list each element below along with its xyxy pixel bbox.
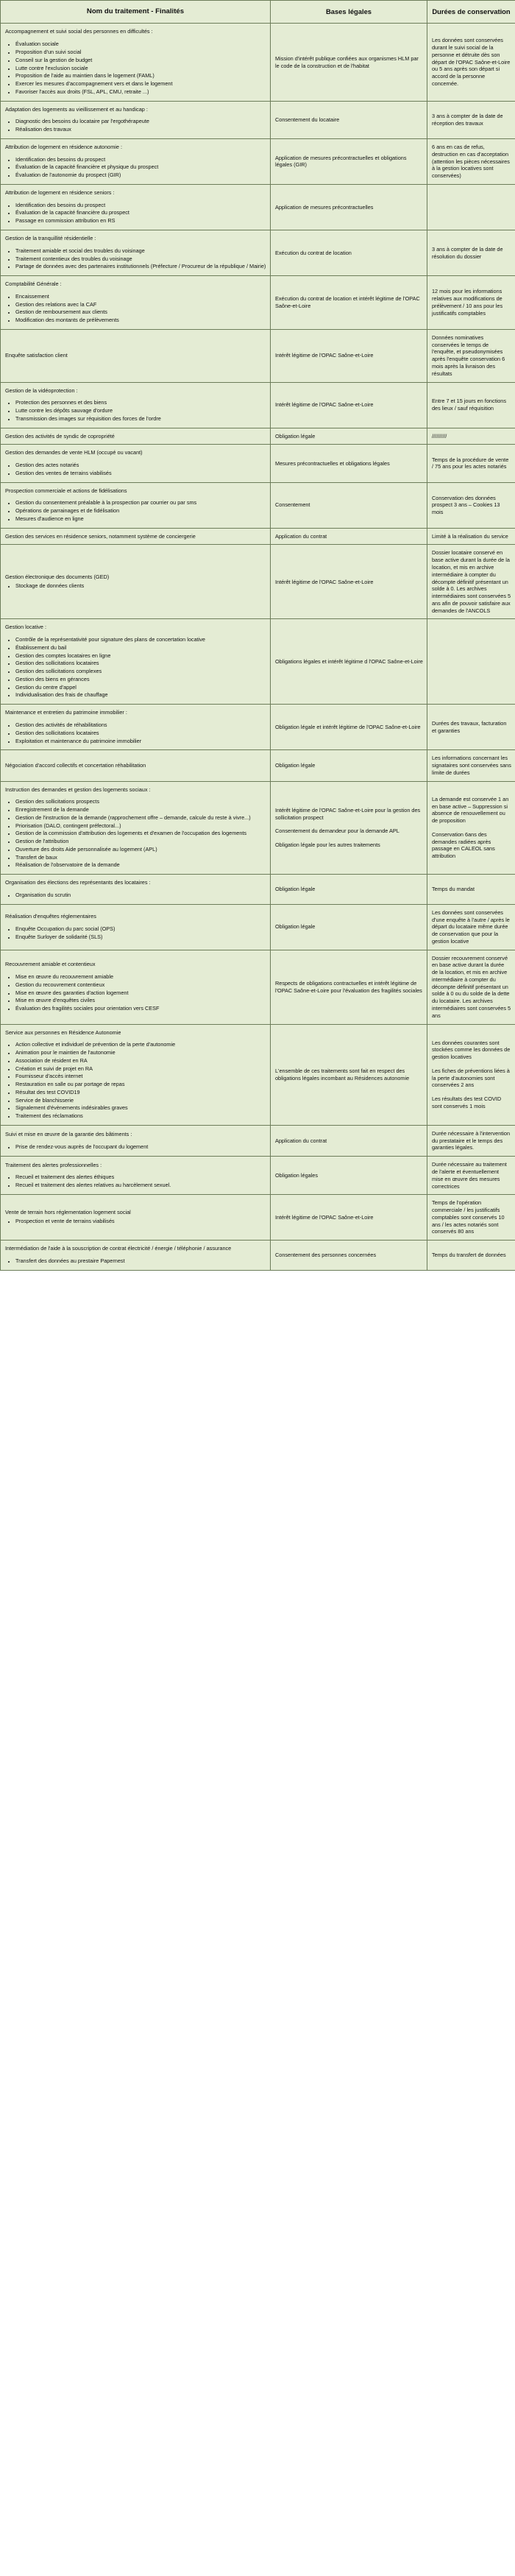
purpose-list-item: • Favoriser l'accès aux droits (FSL, APL, CMU, retraite ...) — [15, 88, 266, 96]
purpose-list-item: • Prise de rendez-vous auprès de l'occupant du logement — [15, 1143, 266, 1151]
purpose-list-item: • Évaluation sociale — [15, 40, 266, 48]
treatment-title: Attribution de logement en résidence seniors : — [5, 188, 115, 196]
legal-basis-text: Consentement du demandeur pour la demande APL — [275, 828, 399, 835]
purpose-list — [5, 582, 266, 590]
cell-treatment-purpose — [1, 619, 271, 705]
treatment-title: Suivi et mise en œuvre de la garantie des bâtiments : — [5, 1130, 132, 1137]
cell-legal-basis — [271, 24, 427, 101]
purpose-list-item: • Évaluation de la capacité financière du prospect — [15, 209, 266, 216]
table-row — [1, 781, 515, 875]
purpose-list — [5, 499, 266, 522]
cell-legal-basis — [271, 382, 427, 428]
retention-duration-text: 3 ans à compter de la date de résolution du dossier — [432, 245, 503, 260]
retention-duration-text: Les données sont conservées d'une enquête à l'autre / après le départ du locataire même durée de conservation que pour la gestion locative — [432, 908, 510, 945]
purpose-list-item: • Enquête Occupation du parc social (OPS) — [15, 925, 266, 933]
purpose-list-item: • Opérations de parrainages et de fidélisation — [15, 507, 266, 515]
purpose-list-item: • Gestion des sollicitations locataires — [15, 730, 266, 737]
purpose-list-item: • Identification des besoins du prospect — [15, 202, 266, 209]
purpose-list-item: • Gestion des activités de réhabilitations — [15, 721, 266, 729]
purpose-list-item: • Ouverture des droits Aide personnalisée au logement (APL) — [15, 846, 266, 853]
table-row — [1, 101, 515, 138]
purpose-list — [5, 1041, 266, 1120]
treatment-title: Traitement des alertes professionnelles : — [5, 1161, 102, 1168]
table-row — [1, 1195, 515, 1241]
table-row — [1, 138, 515, 184]
table-row — [1, 1241, 515, 1271]
legal-basis-text: Exécution du contrat de location — [275, 249, 352, 256]
purpose-list — [5, 399, 266, 422]
table-row — [1, 482, 515, 528]
cell-legal-basis — [271, 1241, 427, 1271]
cell-treatment-purpose — [1, 1241, 271, 1271]
treatment-title: Gestion de la tranquillité résidentielle : — [5, 235, 96, 242]
cell-legal-basis — [271, 276, 427, 330]
cell-treatment-purpose — [1, 382, 271, 428]
legal-basis-text: Obligation légale — [275, 432, 316, 440]
legal-basis-text: Application du contrat — [275, 1137, 327, 1144]
purpose-list-item: • Exercer les mesures d'accompagnement vers et dans le logement — [15, 80, 266, 88]
cell-treatment-purpose — [1, 904, 271, 950]
retention-duration-text: 12 mois pour les informations relatives aux modifications de prélèvement / 10 ans pour les justificatifs comptables — [432, 288, 503, 317]
table-row — [1, 382, 515, 428]
purpose-list-item: • Contrôle de la représentativité pour signature des plans de concertation locative — [15, 636, 266, 643]
cell-treatment-purpose — [1, 950, 271, 1024]
table-row — [1, 24, 515, 101]
purpose-list-item: • Fournisseur d'accès internet — [15, 1073, 266, 1080]
purpose-list-item: • Gestion des sollicitations prospects — [15, 798, 266, 805]
cell-legal-basis — [271, 528, 427, 545]
cell-treatment-purpose — [1, 329, 271, 382]
retention-duration-text: Limité à la réalisation du service — [432, 532, 508, 540]
purpose-list — [5, 293, 266, 324]
retention-duration-text: La demande est conservée 1 an en base active – Suppression si absence de renouvellement ou de proposition — [432, 795, 509, 825]
legal-basis-text: Intérêt légitime de l'OPAC Saône-et-Loire — [275, 401, 374, 409]
cell-retention-duration — [427, 482, 515, 528]
cell-retention-duration — [427, 184, 515, 230]
cell-treatment-purpose — [1, 781, 271, 875]
purpose-list-item: • Gestion des sollicitations complexes — [15, 668, 266, 675]
cell-legal-basis — [271, 1157, 427, 1195]
purpose-list-item: • Recueil et traitement des alertes éthiques — [15, 1174, 266, 1181]
retention-duration-text: Les données courantes sont stockées comme les données de gestion locatives — [432, 1039, 511, 1061]
cell-retention-duration — [427, 1024, 515, 1125]
purpose-list-item: • Résultat des test COVID19 — [15, 1089, 266, 1096]
cell-retention-duration — [427, 230, 515, 276]
purpose-list-item: • Réalisation des travaux — [15, 126, 266, 133]
table-row — [1, 528, 515, 545]
purpose-list — [5, 636, 266, 699]
purpose-list-item: • Évaluation de l'autonomie du prospect (GIR) — [15, 172, 266, 179]
purpose-list-item: • Conseil sur la gestion de budget — [15, 57, 266, 64]
cell-retention-duration — [427, 445, 515, 482]
cell-treatment-purpose — [1, 750, 271, 781]
purpose-list — [5, 462, 266, 477]
treatment-title: Instruction des demandes et gestion des logements sociaux : — [5, 786, 151, 793]
legal-basis-text: L'ensemble de ces traitements sont fait en respect des obligations légales incombant au Résidences autonomie — [275, 1067, 410, 1081]
purpose-list-item: • Stockage de données clients — [15, 582, 266, 590]
purpose-list — [5, 721, 266, 744]
cell-retention-duration — [427, 329, 515, 382]
purpose-list-item: • Gestion de remboursement aux clients — [15, 308, 266, 316]
purpose-list-item: • Gestion des sollicitations locataires — [15, 660, 266, 667]
cell-treatment-purpose — [1, 138, 271, 184]
treatment-title: Réalisation d'enquêtes réglementaires — [5, 913, 96, 920]
cell-retention-duration — [427, 276, 515, 330]
cell-treatment-purpose — [1, 445, 271, 482]
cell-treatment-purpose — [1, 101, 271, 138]
purpose-list-item: • Enquête Surloyer de solidarité (SLS) — [15, 934, 266, 941]
purpose-list-item: • Gestion des ventes de terrains viabilisés — [15, 470, 266, 477]
purpose-list — [5, 973, 266, 1012]
purpose-list-item: • Création et suivi de projet en RA — [15, 1065, 266, 1073]
cell-treatment-purpose — [1, 230, 271, 276]
cell-treatment-purpose — [1, 1024, 271, 1125]
treatment-title: Enquête satisfaction client — [5, 352, 68, 359]
legal-basis-text: Mesures précontractuelles et obligations légales — [275, 459, 390, 467]
cell-legal-basis — [271, 1195, 427, 1241]
treatment-title: Négociation d'accord collectifs et concertation réhabilitation — [5, 762, 146, 769]
cell-legal-basis — [271, 750, 427, 781]
treatment-title: Comptabilité Générale : — [5, 280, 62, 288]
purpose-list — [5, 118, 266, 133]
table-row — [1, 950, 515, 1024]
purpose-list-item: • Lutte contre l'exclusion sociale — [15, 65, 266, 72]
table-row — [1, 705, 515, 750]
legal-basis-text: Obligation légale pour les autres traitements — [275, 841, 380, 849]
purpose-list-item: • Gestion de l'instruction de la demande (rapprochement offre – demande, calcule du reste à vivre...) — [15, 814, 266, 822]
legal-basis-text: Intérêt légitime de l'OPAC Saône-et-Loire — [275, 578, 374, 585]
cell-legal-basis — [271, 101, 427, 138]
cell-treatment-purpose — [1, 184, 271, 230]
cell-legal-basis — [271, 138, 427, 184]
table-row — [1, 184, 515, 230]
purpose-list-item: • Évaluation de la capacité financière et physique du prospect — [15, 163, 266, 171]
cell-retention-duration — [427, 428, 515, 445]
purpose-list-item: • Partage de données avec des partenaires institutionnels (Préfecture / Procureur de la république / Mairie) — [15, 263, 266, 270]
retention-duration-text: Temps de l'opération commerciale / les justificatifs comptables sont conservés 10 ans / les actes notariés sont conservés 80 ans — [432, 1199, 505, 1235]
cell-legal-basis — [271, 545, 427, 619]
table-row — [1, 545, 515, 619]
treatment-title: Intermédiation de l'aide à la souscription de contrat électricité / énergie / téléphonie / assurance — [5, 1245, 232, 1252]
purpose-list-item: • Gestion des comptes locataires en ligne — [15, 652, 266, 660]
retention-duration-text: Les informations concernant les signataires sont conservées sans limite de durées — [432, 755, 511, 776]
legal-basis-text: Obligation légale — [275, 923, 316, 931]
treatment-title: Recouvrement amiable et contentieux — [5, 961, 96, 968]
cell-treatment-purpose — [1, 428, 271, 445]
purpose-list-item: • Association de résident en RA — [15, 1057, 266, 1065]
retention-duration-text: Entre 7 et 15 jours en fonctions des lieux / sauf réquisition — [432, 398, 507, 412]
purpose-list-item: • Traitement des réclamations — [15, 1112, 266, 1120]
treatment-title: Accompagnement et suivi social des personnes en difficultés : — [5, 28, 153, 35]
purpose-list-item: • Mise en œuvre du recouvrement amiable — [15, 973, 266, 981]
purpose-list — [5, 892, 266, 899]
purpose-list-item: • Gestion du consentement préalable à la prospection par courrier ou par sms — [15, 499, 266, 507]
cell-legal-basis — [271, 904, 427, 950]
purpose-list-item: • Transfert de baux — [15, 854, 266, 861]
table-row — [1, 875, 515, 905]
purpose-list-item: • Protection des personnes et des biens — [15, 399, 266, 406]
retention-duration-text: Dossier recouvrement conservé en base active durant la durée de la location, et mis en archive intermédiaire à compter du décompte définitif présentant un solde à 0 ou du solde de la dette du locataire. Les archives intermédiaires sont conservées 5 ans — [432, 954, 511, 1019]
retention-duration-text: Les résultats des test COVID sont conservés 1 mois — [432, 1095, 502, 1109]
legal-basis-text: Consentement du locataire — [275, 116, 340, 123]
treatment-title: Attribution de logement en résidence autonomie : — [5, 143, 123, 150]
legal-basis-text: Consentement — [275, 501, 310, 509]
treatment-title: Maintenance et entretien du patrimoine immobilier : — [5, 709, 127, 716]
column-header-retention: Durées de conservation — [427, 1, 515, 24]
purpose-list-item: • Traitement contentieux des troubles du voisinage — [15, 255, 266, 263]
cell-retention-duration — [427, 1157, 515, 1195]
legal-basis-text: Intérêt légitime de l'OPAC Saône-et-Loire — [275, 352, 374, 359]
purpose-list-item: • Gestion du recouvrement contentieux — [15, 981, 266, 989]
purpose-list-item: • Proposition d'un suivi social — [15, 49, 266, 56]
cell-legal-basis — [271, 705, 427, 750]
purpose-list-item: • Action collective et individuel de prévention de la perte d'autonomie — [15, 1041, 266, 1048]
treatment-title: Gestion des services en résidence seniors, notamment système de conciergerie — [5, 532, 196, 540]
purpose-list-item: • Mesures d'audience en ligne — [15, 515, 266, 523]
treatment-title: Service aux personnes en Résidence Autonomie — [5, 1028, 121, 1036]
legal-basis-text: Intérêt légitime de l'OPAC Saône-et-Loire pour la gestion des sollicitation prospect — [275, 806, 421, 821]
purpose-list-item: • Service de blanchisserie — [15, 1097, 266, 1104]
legal-basis-text: Obligation légale et intérêt légitime de l'OPAC Saône-et-Loire — [275, 723, 421, 730]
purpose-list-item: • Transmission des images sur réquisition des forces de l'ordre — [15, 415, 266, 423]
legal-basis-text: Intérêt légitime de l'OPAC Saône-et-Loire — [275, 1213, 374, 1221]
cell-legal-basis — [271, 781, 427, 875]
cell-legal-basis — [271, 428, 427, 445]
table-row — [1, 428, 515, 445]
cell-retention-duration — [427, 950, 515, 1024]
table-row — [1, 445, 515, 482]
purpose-list-item: • Encaissement — [15, 293, 266, 300]
cell-legal-basis — [271, 445, 427, 482]
cell-treatment-purpose — [1, 276, 271, 330]
retention-duration-text: Durées des travaux, facturation et garanties — [432, 720, 507, 734]
cell-treatment-purpose — [1, 528, 271, 545]
column-header-name: Nom du traitement - Finalités — [1, 1, 271, 24]
retention-duration-text: 3 ans à compter de la date de réception des travaux — [432, 112, 503, 127]
treatment-title: Gestion locative : — [5, 624, 46, 631]
cell-legal-basis — [271, 1125, 427, 1156]
legal-basis-text: Obligation légale — [275, 886, 316, 893]
cell-treatment-purpose — [1, 705, 271, 750]
treatment-title: Gestion de la vidéoprotection : — [5, 387, 78, 394]
table-row — [1, 1157, 515, 1195]
cell-treatment-purpose — [1, 24, 271, 101]
treatment-title: Adaptation des logements au vieillissement et au handicap : — [5, 105, 148, 113]
cell-treatment-purpose — [1, 482, 271, 528]
retention-duration-text: Conservation des données prospect 3 ans – Cookies 13 mois — [432, 494, 500, 516]
table-row — [1, 750, 515, 781]
purpose-list-item: • Établissement du bail — [15, 644, 266, 652]
table-row — [1, 904, 515, 950]
cell-treatment-purpose — [1, 545, 271, 619]
legal-basis-text: Obligation légales — [275, 1171, 319, 1179]
cell-retention-duration — [427, 750, 515, 781]
cell-retention-duration — [427, 24, 515, 101]
cell-legal-basis — [271, 482, 427, 528]
legal-basis-text: Application du contrat — [275, 532, 327, 540]
table-body — [1, 24, 515, 1270]
purpose-list — [5, 1218, 266, 1225]
purpose-list-item: • Transfert des données au prestaire Papernest — [15, 1257, 266, 1265]
cell-legal-basis — [271, 1024, 427, 1125]
cell-retention-duration — [427, 138, 515, 184]
cell-treatment-purpose — [1, 1157, 271, 1195]
purpose-list-item: • Traitement amiable et social des troubles du voisinage — [15, 247, 266, 255]
purpose-list-item: • Mise en œuvre d'enquêtes civiles — [15, 997, 266, 1004]
cell-legal-basis — [271, 619, 427, 705]
purpose-list-item: • Identification des besoins du prospect — [15, 156, 266, 163]
retention-duration-text: ////////// — [432, 432, 447, 440]
table-row — [1, 1125, 515, 1156]
purpose-list-item: • Passage en commission attribution en RS — [15, 217, 266, 225]
purpose-list-item: • Mise en œuvre des garanties d'action logement — [15, 989, 266, 997]
cell-legal-basis — [271, 230, 427, 276]
legal-basis-text: Respects de obligations contractuelles et intérêt légitime de l'OPAC Saône-et-Loire pour l'évaluation des fragilités sociales — [275, 979, 422, 994]
cell-retention-duration — [427, 1241, 515, 1271]
purpose-list-item: • Restauration en salle ou par portage de repas — [15, 1081, 266, 1088]
purpose-list-item: • Signalement d'évènements indésirables graves — [15, 1104, 266, 1112]
retention-duration-text: Les fiches de préventions liées à la perte d'autonomies sont conservées 2 ans — [432, 1067, 510, 1089]
purpose-list — [5, 1174, 266, 1189]
purpose-list-item: • Gestion des relations avec la CAF — [15, 301, 266, 308]
table-row — [1, 619, 515, 705]
purpose-list — [5, 40, 266, 95]
purpose-list-item: • Lutte contre les dépôts sauvage d'ordure — [15, 407, 266, 414]
purpose-list — [5, 247, 266, 270]
purpose-list — [5, 925, 266, 941]
legal-basis-text: Obligation légale — [275, 762, 316, 769]
cell-legal-basis — [271, 950, 427, 1024]
cell-treatment-purpose — [1, 875, 271, 905]
purpose-list-item: • Gestion du centre d'appel — [15, 684, 266, 691]
cell-retention-duration — [427, 904, 515, 950]
cell-legal-basis — [271, 875, 427, 905]
cell-retention-duration — [427, 619, 515, 705]
legal-basis-text: Obligations légales et intérêt légitime d l'OPAC Saône-et-Loire — [275, 657, 423, 665]
purpose-list-item: • Gestion de l'attribution — [15, 838, 266, 845]
purpose-list-item: • Modification des montants de prélèvements — [15, 317, 266, 324]
treatment-title: Gestion électronique des documents (GED) — [5, 574, 110, 581]
purpose-list-item: • Gestion des actes notariés — [15, 462, 266, 469]
purpose-list-item: • Priorisation (DALO, contingent préfectoral...) — [15, 822, 266, 830]
purpose-list-item: • Gestion des biens en gérances — [15, 676, 266, 683]
treatment-title: Organisation des élections des représentants des locataires : — [5, 879, 151, 886]
purpose-list-item: • Évaluation des fragilités sociales pour orientation vers CESF — [15, 1005, 266, 1012]
table-header-row — [1, 1, 515, 24]
purpose-list-item: • Enregistrement de la demande — [15, 806, 266, 814]
cell-retention-duration — [427, 382, 515, 428]
cell-retention-duration — [427, 875, 515, 905]
purpose-list-item: • Réalisation de l'observatoire de la demande — [15, 861, 266, 869]
cell-retention-duration — [427, 545, 515, 619]
treatment-title: Vente de terrain hors réglementation logement social — [5, 1209, 131, 1216]
purpose-list — [5, 798, 266, 869]
cell-treatment-purpose — [1, 1195, 271, 1241]
table-row — [1, 1024, 515, 1125]
retention-duration-text: Conservation 6ans des demandes radiées après passage en CALEOL sans attribution — [432, 830, 495, 860]
retention-duration-text: Les données sont conservées durant le suivi social de la personne et détruite dès son départ de l'OPAC Saône-et-Loire ou 5 ans après son départ si accord de la personne concernée. — [432, 37, 511, 87]
retention-duration-text: Temps du transfert de données — [432, 1251, 506, 1258]
treatment-title: Gestion des demandes de vente HLM (occupé ou vacant) — [5, 449, 143, 456]
table-row — [1, 329, 515, 382]
legal-basis-text: Application de mesures précontractuelles — [275, 203, 374, 211]
retention-duration-text: Temps de la procédure de vente / 75 ans pour les actes notariés — [432, 456, 509, 470]
purpose-list — [5, 1143, 266, 1151]
purpose-list-item: • Organisation du scrutin — [15, 892, 266, 899]
purpose-list-item: • Exploitation et maintenance du patrimoine immobilier — [15, 738, 266, 745]
retention-duration-text: Dossier locataire conservé en base active durant la durée de la location, et mis en archive intermédiaire à compter du décompte définitif présentant un solde à 0. Les archives intermédiaires sont conservées 5 ans afin de pouvoir satisfaire aux demandes de l'ANCOLS — [432, 549, 511, 614]
cell-retention-duration — [427, 528, 515, 545]
cell-retention-duration — [427, 1195, 515, 1241]
legal-basis-text: Application de mesures précontractuelles et obligations légales (GIR) — [275, 154, 407, 169]
processing-registry-table — [0, 0, 515, 1271]
purpose-list-item: • Animation pour le maintien de l'autonomie — [15, 1049, 266, 1056]
purpose-list-item: • Gestion de la commission d'attribution des logements et d'examen de l'occupation des logements — [15, 830, 266, 837]
legal-basis-text: Exécution du contrat de location et intérêt légitime de l'OPAC Saône-et-Loire — [275, 295, 420, 309]
purpose-list-item: • Proposition de l'aide au maintien dans le logement (FAML) — [15, 72, 266, 80]
retention-duration-text: Données nominatives conservées le temps de l'enquête, et pseudonymisées après l'enquête conservation 6 mois après la livraison des résultats — [432, 334, 505, 377]
purpose-list — [5, 202, 266, 225]
legal-basis-text: Mission d'intérêt publique confiées aux organismes HLM par le code de la construction et de l'habitat — [275, 54, 419, 69]
purpose-list-item: • Diagnostic des besoins du locataire par l'ergothérapeute — [15, 118, 266, 125]
cell-retention-duration — [427, 781, 515, 875]
cell-retention-duration — [427, 101, 515, 138]
purpose-list-item: • Individualisation des frais de chauffage — [15, 691, 266, 699]
treatment-title: Gestion des activités de syndic de copropriété — [5, 432, 115, 440]
purpose-list-item: • Prospection et vente de terrains viabilisés — [15, 1218, 266, 1225]
purpose-list — [5, 156, 266, 179]
cell-legal-basis — [271, 329, 427, 382]
purpose-list-item: • Recueil et traitement des alertes relatives au harcèlement sexuel. — [15, 1182, 266, 1189]
cell-retention-duration — [427, 1125, 515, 1156]
column-header-legal-basis: Bases légales — [271, 1, 427, 24]
table-header — [1, 1, 515, 24]
table-row — [1, 276, 515, 330]
cell-retention-duration — [427, 705, 515, 750]
table-row — [1, 230, 515, 276]
cell-legal-basis — [271, 184, 427, 230]
retention-duration-text: Temps du mandat — [432, 886, 475, 893]
cell-treatment-purpose — [1, 1125, 271, 1156]
retention-duration-text: Durée nécessaire au traitement de l'alerte et éventuellement mise en œuvre des mesures correctrices — [432, 1161, 507, 1190]
purpose-list — [5, 1257, 266, 1265]
retention-duration-text: Durée nécessaire à l'intervention du prestataire et le temps des garanties légales. — [432, 1129, 511, 1151]
treatment-title: Prospection commerciale et actions de fidélisations — [5, 487, 127, 494]
retention-duration-text: 6 ans en cas de refus, destruction en cas d'acceptation (attention les pièces nécessaires à la gestion locatives sont conservées) — [432, 144, 510, 180]
legal-basis-text: Consentement des personnes concernées — [275, 1251, 377, 1258]
